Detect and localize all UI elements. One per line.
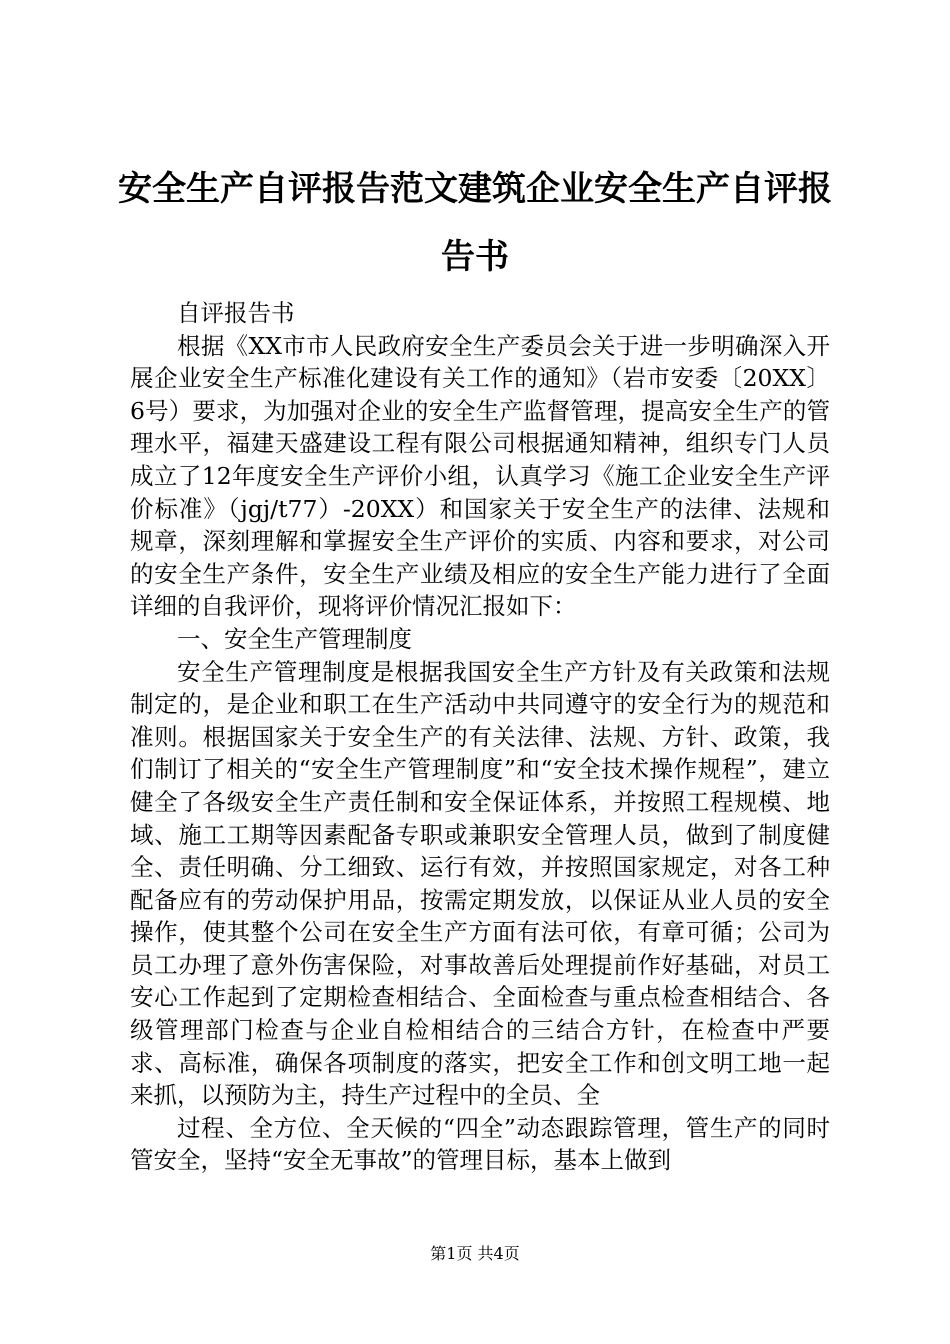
section-heading: 一、安全生产管理制度 [177, 624, 412, 653]
page-number-footer: 第1页 共4页 [430, 1244, 520, 1263]
paragraph-continuation: 过程、全方位、全天候的“四全”动态跟踪管理，管生产的同时管安全，坚持“安全无事故”的管理目标，基本上做到 [130, 1113, 830, 1175]
paragraph-heading-label: 自评报告书 [177, 299, 295, 327]
document-body [130, 297, 830, 1177]
document-title: 安全生产自评报告范文建筑企业安全生产自评报告书 [118, 169, 832, 277]
paragraph-intro: 根据《XX市市人民政府安全生产委员会关于进一步明确深入开展企业安全生产标准化建设有关工作的通知》（岩市安委〔20XX〕6号）要求，为加强对企业的安全生产监督管理，提高安全生产的管理水平，福建天盛建设工程有限公司根据通知精神，组织专门人员成立了12年度安全生产评价小组，认真学习《施工企业安全生产评价标准》（jgj/t77）-20XX）和国家关于安全生产的法律、法规和规章，深刻理解和掌握安全生产评价的实质、内容和要求，对公司的安全生产条件，安全生产业绩及相应的安全生产能力进行了全面详细的自我评价，现将评价情况汇报如下： [130, 331, 830, 621]
paragraph-section-body: 安全生产管理制度是根据我国安全生产方针及有关政策和法规制定的，是企业和职工在生产活动中共同遵守的安全行为的规范和准则。根据国家关于安全生产的有关法律、法规、方针、政策，我们制订了相关的“安全生产管理制度”和“安全技术操作规程”，建立健全了各级安全生产责任制和安全保证体系，并按照工程规模、地域、施工工期等因素配备专职或兼职安全管理人员，做到了制度健全、责任明确、分工细致、运行有效，并按照国家规定，对各工种配备应有的劳动保护用品，按需定期发放，以保证从业人员的安全操作，使其整个公司在安全生产方面有法可依，有章可循；公司为员工办理了意外伤害保险，对事故善后处理提前作好基础，对员工安心工作起到了定期检查相结合、全面检查与重点检查相结合、各级管理部门检查与企业自检相结合的三结合方针，在检查中严要求、高标准，确保各项制度的落实，把安全工作和创文明工地一起来抓，以预防为主，持生产过程中的全员、全 [130, 657, 830, 1110]
